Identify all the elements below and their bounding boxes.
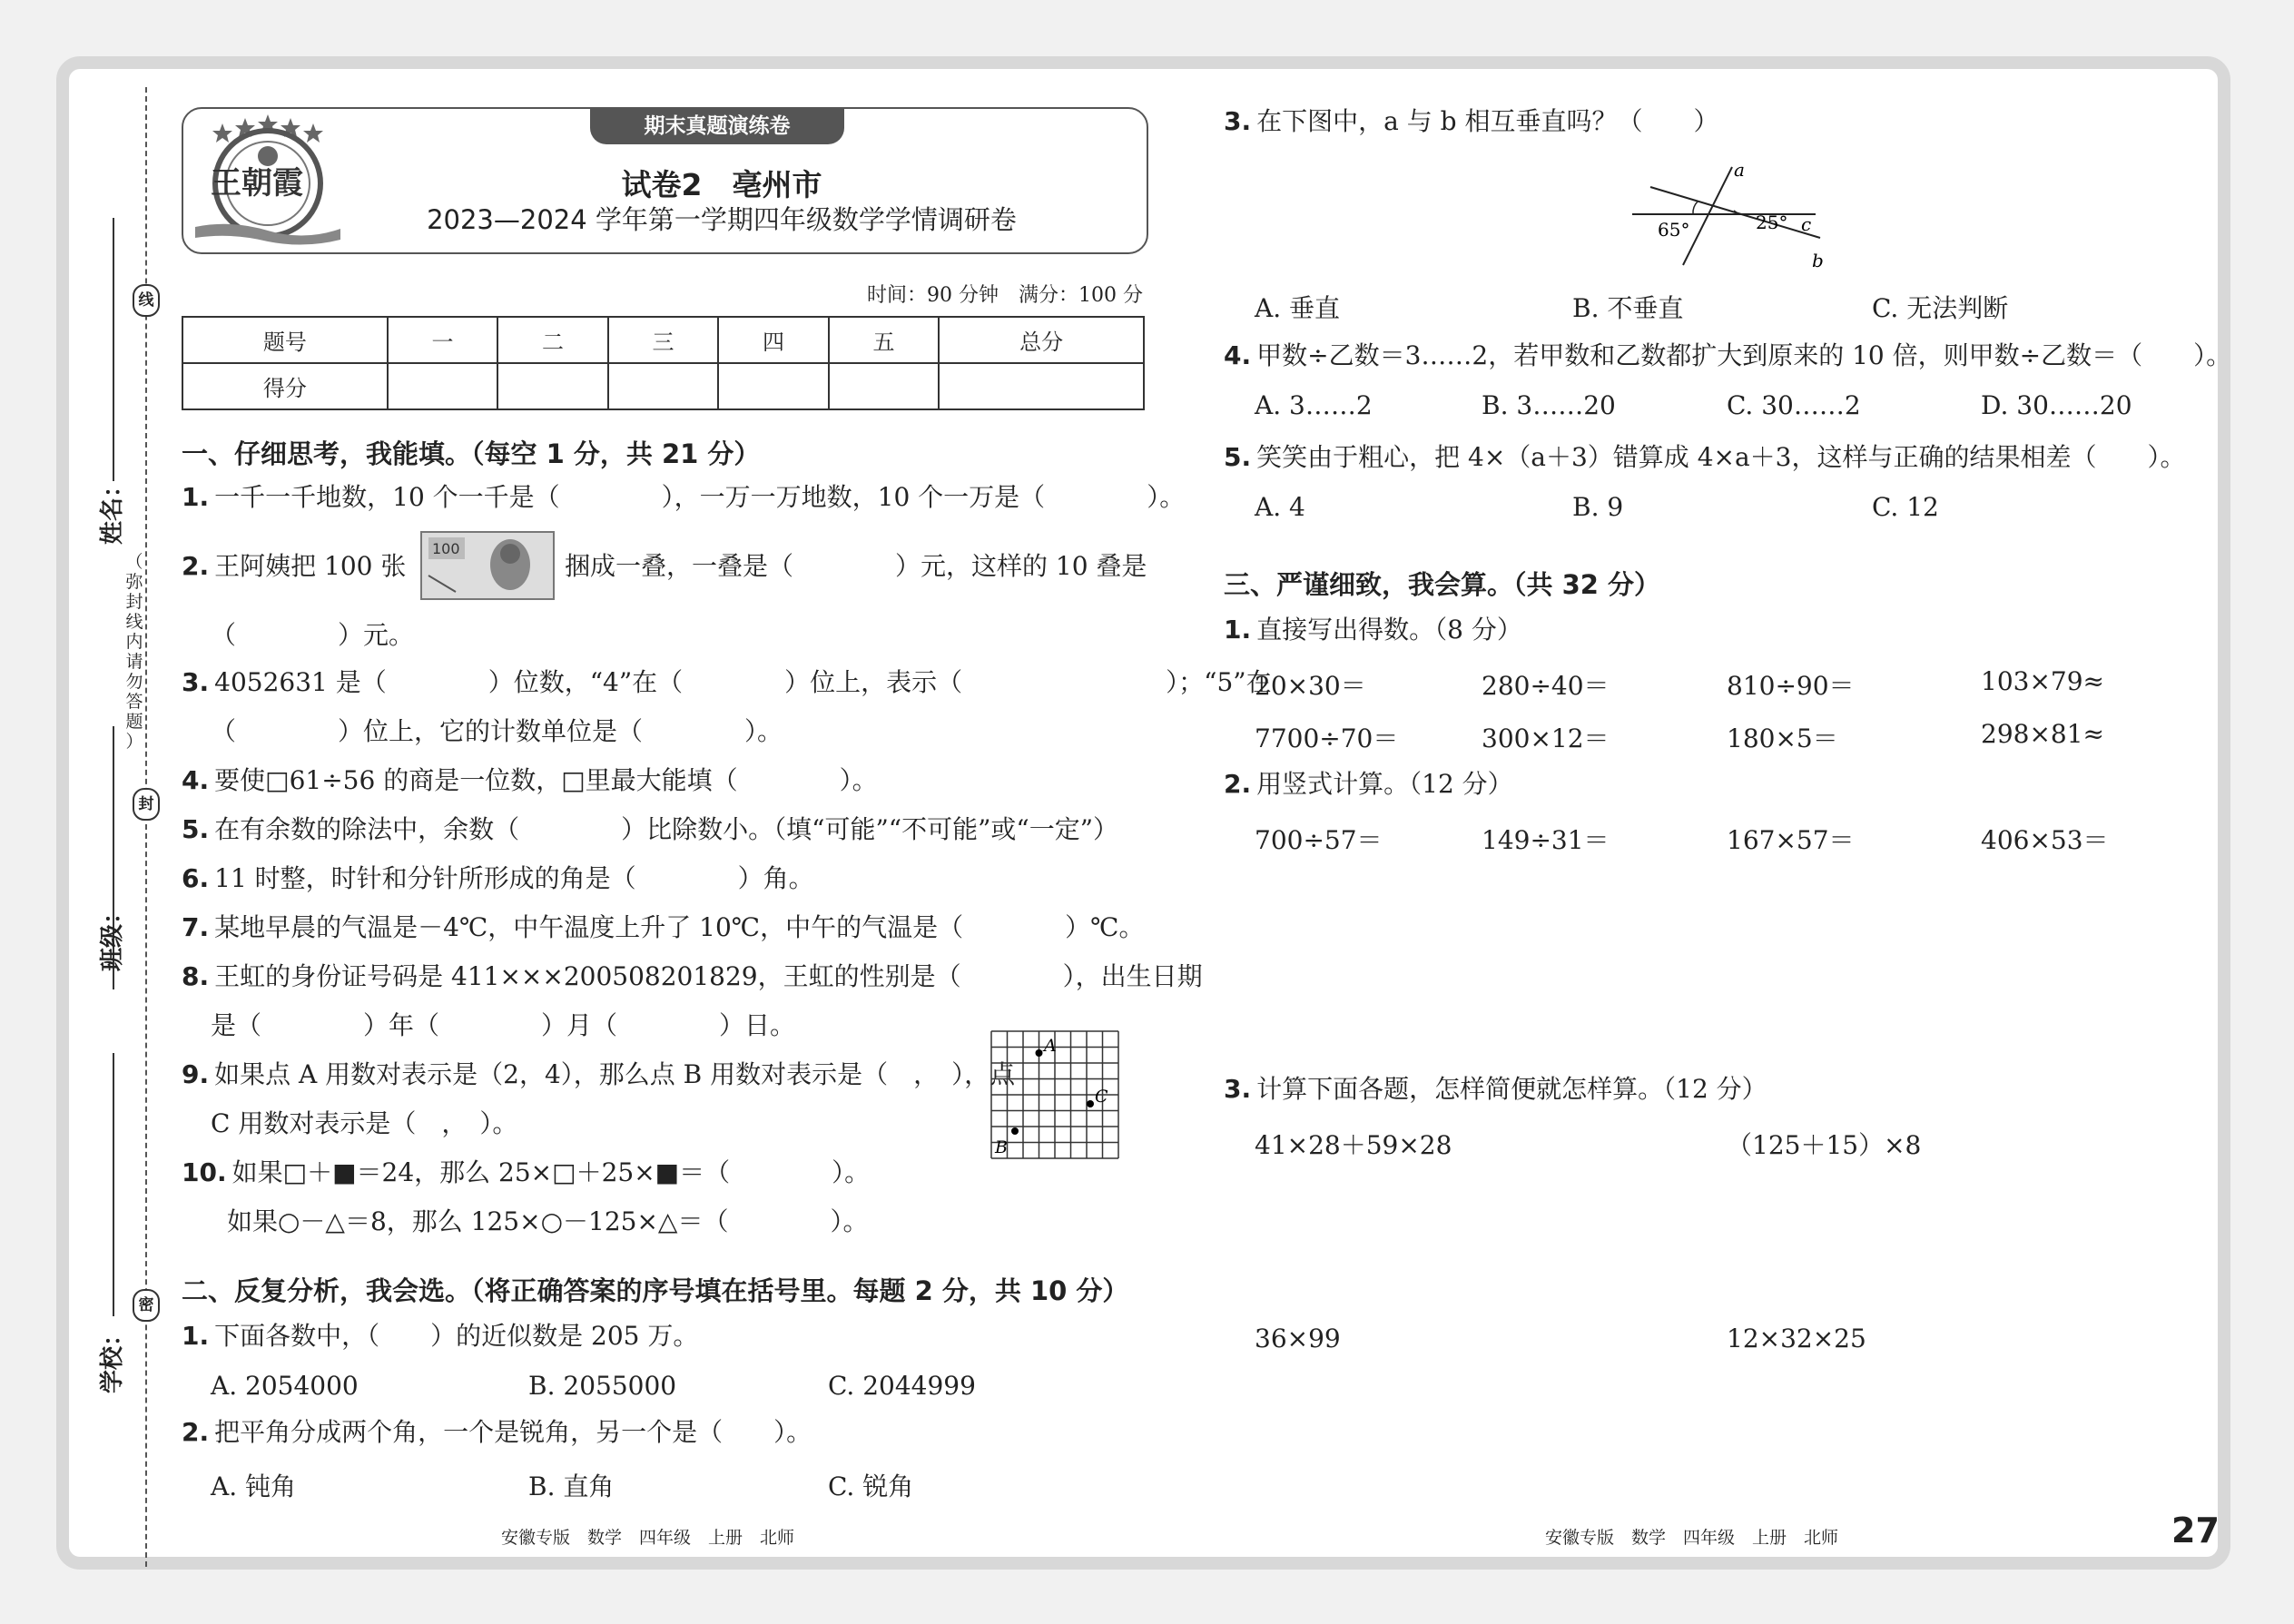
label-b: b: [1812, 250, 1824, 271]
score-cell[interactable]: [718, 363, 829, 409]
score-cell[interactable]: [939, 363, 1144, 409]
question-1-5: [182, 813, 1118, 846]
question-2-5: [1224, 441, 2186, 474]
simplify-calc-item: 36×99: [1255, 1324, 1341, 1353]
option-2-5-a[interactable]: A. 4: [1255, 492, 1305, 522]
question-text: 4052631 是（ ）位数，“4”在（ ）位上，表示（ ）；“5”在: [214, 667, 1272, 697]
question-number: 5.: [182, 814, 210, 844]
question-1-6: [182, 862, 814, 895]
score-table: [182, 316, 1145, 410]
right-footer: 安徽专版 数学 四年级 上册 北师: [1545, 1528, 1839, 1548]
question-number: 2.: [182, 1417, 210, 1447]
question-text: 某地早晨的气温是－4℃，中午温度上升了 10℃，中午的气温是（ ）℃。: [214, 912, 1145, 942]
vertical-calc-item: 406×53＝: [1981, 825, 2109, 855]
exam-title: 试卷2 亳州市: [621, 167, 822, 202]
simplify-calc-item: 12×32×25: [1727, 1324, 1866, 1353]
seal-warning: （ 弥 封 线 内 请 勿 答 题 ）: [125, 552, 143, 752]
vertical-calc-item: 700÷57＝: [1255, 825, 1383, 855]
score-header-cell: 四: [718, 317, 829, 363]
class-label: 班级：: [99, 900, 126, 971]
question-number: 3.: [182, 667, 210, 697]
calc-1-heading: [1224, 614, 1522, 646]
option-2-3-b[interactable]: B. 不垂直: [1572, 293, 1684, 323]
question-text: 一千一千地数，10 个一千是（ ），一万一万地数，10 个一万是（ ）。: [214, 482, 1186, 512]
score-header-cell: 总分: [939, 317, 1144, 363]
school-line[interactable]: [113, 1053, 114, 1316]
question-1-9: [182, 1058, 1015, 1091]
oral-calc-item: 20×30＝: [1255, 671, 1366, 701]
option-2-5-c[interactable]: C. 12: [1872, 492, 1939, 522]
calc-2-heading: [1224, 768, 1513, 801]
name-label: 姓名：: [99, 473, 126, 545]
time-info: 时间：90 分钟 满分：100 分: [867, 284, 1143, 307]
question-1-8-line2: 是（ ）年（ ）月（ ）日。: [211, 1010, 796, 1040]
question-number: 1.: [182, 482, 210, 512]
question-1-10-line2: 如果○－△＝8，那么 125×○－125×△＝（ ）。: [227, 1206, 869, 1236]
question-number: 3.: [1224, 106, 1252, 136]
question-text: 甲数÷乙数＝3……2，若甲数和乙数都扩大到原来的 10 倍，则甲数÷乙数＝（ ）。: [1256, 340, 2232, 370]
question-text: 直接写出得数。（8 分）: [1256, 615, 1522, 645]
question-1-1: [182, 481, 1185, 514]
question-text: 计算下面各题，怎样简便就怎样算。（12 分）: [1256, 1074, 1767, 1104]
calc-3-heading: [1224, 1073, 1767, 1106]
question-2-3: [1224, 105, 1718, 138]
score-header-cell: 二: [497, 317, 608, 363]
question-number: 10.: [182, 1157, 227, 1187]
option-2-4-a[interactable]: A. 3……2: [1255, 390, 1373, 420]
question-text: 笑笑由于粗心，把 4×（a＋3）错算成 4×a＋3，这样与正确的结果相差（ ）。: [1256, 442, 2186, 472]
question-number: 1.: [1224, 615, 1252, 645]
question-text: 把平角分成两个角，一个是锐角，另一个是（ ）。: [214, 1417, 812, 1447]
question-1-10: [182, 1156, 870, 1189]
question-number: 2.: [1224, 769, 1252, 799]
question-text: 在下图中，a 与 b 相互垂直吗？（ ）: [1256, 106, 1719, 136]
section2-heading: 二、反复分析，我会选。（将正确答案的序号填在括号里。每题 2 分，共 10 分）: [182, 1275, 1129, 1306]
oral-calc-item: 103×79≈: [1981, 666, 2104, 696]
question-number: 4.: [1224, 340, 1252, 370]
oral-calc-item: 180×5＝: [1727, 723, 1838, 753]
question-text: 11 时整，时针和分针所形成的角是（ ）角。: [214, 863, 814, 893]
grid-point-b: [1011, 1127, 1019, 1135]
option-2-3-a[interactable]: A. 垂直: [1255, 293, 1341, 323]
score-cell[interactable]: [388, 363, 498, 409]
label-c: c: [1801, 213, 1812, 235]
angle-figure: [1625, 156, 1843, 272]
question-text: 要使□61÷56 的商是一位数，□里最大能填（ ）。: [214, 765, 878, 795]
question-number: 7.: [182, 912, 210, 942]
score-cell[interactable]: [829, 363, 940, 409]
question-1-8: [182, 960, 1203, 993]
option-2-1-a[interactable]: A. 2054000: [211, 1371, 359, 1401]
exam-subtitle: 2023—2024 学年第一学期四年级数学学情调研卷: [427, 204, 1017, 235]
coordinate-grid-figure: [989, 1029, 1120, 1160]
left-footer: 安徽专版 数学 四年级 上册 北师: [501, 1528, 795, 1548]
option-2-1-c[interactable]: C. 2044999: [828, 1371, 976, 1401]
score-header-cell: 三: [608, 317, 719, 363]
seal-char-feng: 封: [133, 788, 160, 821]
question-number: 6.: [182, 863, 210, 893]
score-header-cell: 一: [388, 317, 498, 363]
question-1-2: [182, 550, 406, 583]
vertical-calc-item: 149÷31＝: [1482, 825, 1610, 855]
seal-char-mi: 密: [133, 1289, 160, 1322]
vertical-calc-item: 167×57＝: [1727, 825, 1855, 855]
score-cell[interactable]: [497, 363, 608, 409]
score-table-header-row: [182, 317, 1144, 363]
question-1-3: [182, 666, 1272, 699]
simplify-calc-item: （125＋15）×8: [1727, 1130, 1922, 1160]
section3-heading: 三、严谨细致，我会算。（共 32 分）: [1224, 569, 1661, 600]
score-table-score-row: [182, 363, 1144, 409]
question-number: 3.: [1224, 1074, 1252, 1104]
question-1-4: [182, 764, 878, 797]
question-text: 如果点 A 用数对表示是（2，4），那么点 B 用数对表示是（ ， ），点: [214, 1059, 1016, 1089]
question-number: 4.: [182, 765, 210, 795]
oral-calc-item: 7700÷70＝: [1255, 723, 1399, 753]
oral-calc-item: 300×12＝: [1482, 723, 1610, 753]
question-1-9-line2: C 用数对表示是（ ， ）。: [211, 1108, 518, 1138]
question-1-2-line2: （ ）元。: [211, 620, 415, 650]
grid-label-c: C: [1095, 1087, 1108, 1107]
svg-text:100: 100: [432, 540, 460, 557]
question-number: 9.: [182, 1059, 210, 1089]
oral-calc-item: 810÷90＝: [1727, 671, 1855, 701]
simplify-calc-item: 41×28＋59×28: [1255, 1130, 1452, 1160]
score-header-cell: 五: [829, 317, 940, 363]
question-text: 如果□＋■＝24，那么 25×□＋25×■＝（ ）。: [231, 1157, 871, 1187]
grid-label-b: B: [995, 1137, 1008, 1157]
question-number: 1.: [182, 1321, 210, 1351]
question-2-2: [182, 1416, 812, 1449]
name-line[interactable]: [113, 218, 114, 481]
page-number: 27: [2171, 1511, 2220, 1550]
question-2-1: [182, 1320, 698, 1353]
school-label: 学校：: [99, 1322, 126, 1393]
oral-calc-item: 280÷40＝: [1482, 671, 1610, 701]
question-text: 王虹的身份证号码是 411×××200508201829，王虹的性别是（ ），出生日期: [214, 961, 1203, 991]
score-row-label: 得分: [182, 363, 388, 409]
option-2-4-c[interactable]: C. 30……2: [1727, 390, 1861, 420]
option-2-2-c[interactable]: C. 锐角: [828, 1471, 914, 1501]
grid-point-c: [1087, 1100, 1094, 1107]
option-2-2-a[interactable]: A. 钝角: [211, 1471, 297, 1501]
question-number: 5.: [1224, 442, 1252, 472]
score-header-cell: 题号: [182, 317, 388, 363]
option-2-3-c[interactable]: C. 无法判断: [1872, 293, 2009, 323]
seal-char-xian: 线: [133, 284, 160, 317]
angle-label-65: 65°: [1658, 219, 1690, 241]
section1-heading: 一、仔细思考，我能填。（每空 1 分，共 21 分）: [182, 438, 761, 469]
banknote-image: [419, 530, 556, 601]
oral-calc-item: 298×81≈: [1981, 719, 2104, 749]
header-badge: 期末真题演练卷: [590, 108, 844, 144]
question-1-3-line2: （ ）位上，它的计数单位是（ ）。: [211, 716, 783, 746]
label-a: a: [1734, 159, 1745, 181]
question-text: 在有余数的除法中，余数（ ）比除数小。（填“可能”“不可能”或“一定”）: [214, 814, 1119, 844]
question-1-2-cont: 捆成一叠，一叠是（ ）元，这样的 10 叠是: [565, 551, 1147, 581]
grid-point-a: [1036, 1049, 1043, 1057]
angle-label-25: 25°: [1756, 212, 1788, 233]
option-2-5-b[interactable]: B. 9: [1572, 492, 1624, 522]
question-text: 王阿姨把 100 张: [214, 551, 407, 581]
line-a: [1683, 167, 1732, 265]
grid-label-a: A: [1044, 1036, 1057, 1056]
question-number: 2.: [182, 551, 210, 581]
question-text: 用竖式计算。（12 分）: [1256, 769, 1513, 799]
question-number: 8.: [182, 961, 210, 991]
option-2-2-b[interactable]: B. 直角: [528, 1471, 615, 1501]
option-2-4-b[interactable]: B. 3……20: [1482, 390, 1616, 420]
score-cell[interactable]: [608, 363, 719, 409]
option-2-4-d[interactable]: D. 30……20: [1981, 390, 2132, 420]
logo-text: 王朝霞: [211, 165, 303, 202]
question-text: 下面各数中，（ ）的近似数是 205 万。: [214, 1321, 699, 1351]
question-1-7: [182, 911, 1144, 944]
option-2-1-b[interactable]: B. 2055000: [528, 1371, 677, 1401]
question-2-4: [1224, 340, 2231, 372]
